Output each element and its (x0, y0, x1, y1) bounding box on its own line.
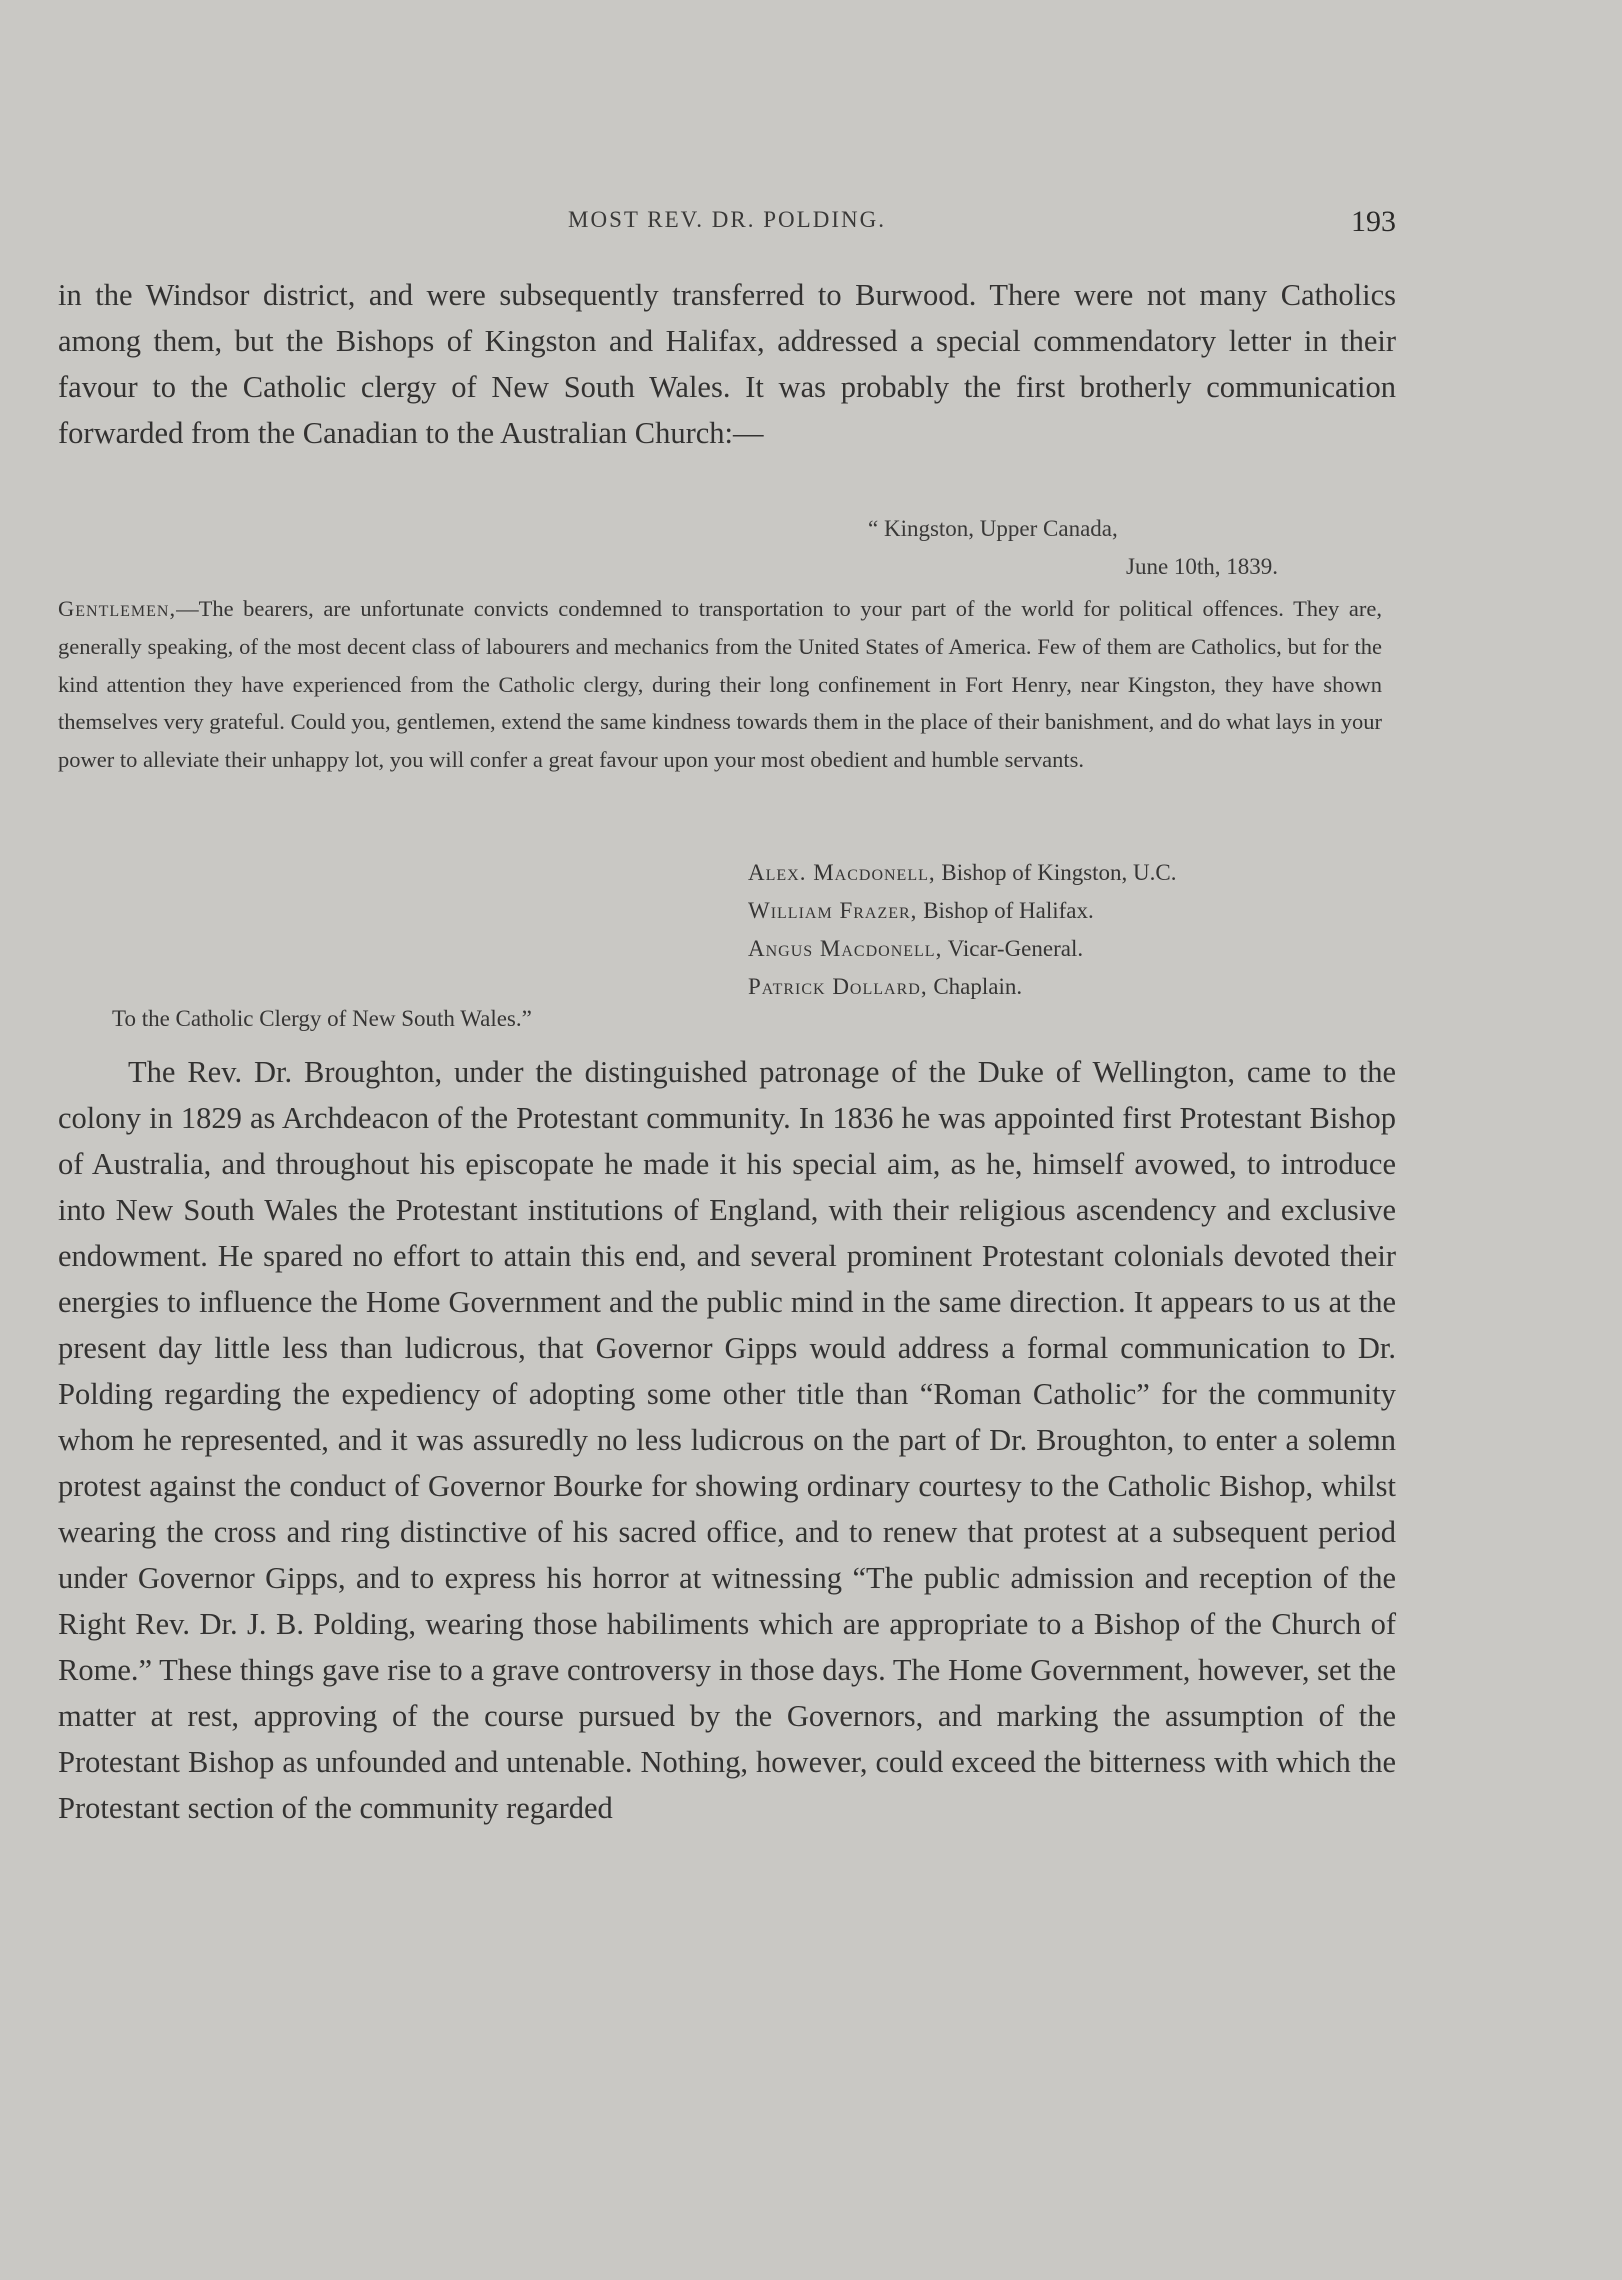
signatory-name: Angus Macdonell, (748, 936, 943, 961)
signatory (748, 898, 1094, 924)
signatory-title: Bishop of Halifax. (917, 898, 1094, 923)
letter-date: June 10th, 1839. (1126, 554, 1279, 579)
paragraph-1: in the Windsor district, and were subsequently transferred to Burwood. There were not many Catholics among them, but the Bishops of Kingston and Halifax, addressed a special commendatory letter in their favour to the Catholic clergy of New South Wales. It was probably the first brotherly communication forwarded from the Canadian to the Australian Church:— (58, 278, 1396, 450)
signatory-title: Bishop of Kingston, U.C. (935, 860, 1177, 885)
signatory (748, 860, 1177, 886)
signatory-title: Vicar-General. (942, 936, 1084, 961)
signatory-name: Alex. Macdonell, (748, 860, 936, 885)
letter-salutation: Gentlemen, (58, 596, 177, 621)
paragraph-2: The Rev. Dr. Broughton, under the distinguished patronage of the Duke of Wellington, came to the colony in 1829 as Archdeacon of the Protestant community. In 1836 he was appointed first Protestant Bishop of Australia, and throughout his episcopate he made it his special aim, as he, himself avowed, to introduce into New South Wales the Protestant institutions of England, with their religious ascendency and exclusive endowment. He spared no effort to attain this end, and several prominent Protestant colonials devoted their energies to influence the Home Government and the public mind in the same direction. It appears to us at the present day little less than ludicrous, that Governor Gipps would address a formal communication to Dr. Polding regarding the expediency of adopting some other title than “Roman Catholic” for the community whom he represented, and it was assuredly no less ludicrous on the part of Dr. Broughton, to enter a solemn protest against the conduct of Governor Bourke for showing ordinary courtesy to the Catholic Bishop, whilst wearing the cross and ring distinctive of his sacred office, and to renew that protest at a subsequent period under Governor Gipps, and to express his horror at witnessing “The public admission and reception of the Right Rev. Dr. J. B. Polding, wearing those habiliments which are appropriate to a Bishop of the Church of Rome.” These things gave rise to a grave controversy in those days. The Home Government, however, set the matter at rest, approving of the course pursued by the Governors, and marking the assumption of the Protestant Bishop as unfounded and untenable. Nothing, however, could exceed the bitterness with which the Protestant section of the community regarded (58, 1055, 1396, 1825)
page-number: 193 (1351, 205, 1396, 238)
letter-address: To the Catholic Clergy of New South Wales.” (112, 1006, 532, 1031)
letter-place: “ Kingston, Upper Canada, (868, 516, 1118, 541)
signatory-name: Patrick Dollard, (748, 974, 928, 999)
page-header (58, 205, 1396, 239)
signatory-name: William Frazer, (748, 898, 918, 923)
letter-body (58, 590, 1382, 779)
letter-text: —The bearers, are unfortunate convicts condemned to transportation to your part of the world for political offences. They are, generally speaking, of the most decent class of labourers and mechanics from the United States of America. Few of them are Catholics, but for the kind attention they have experienced from the Catholic clergy, during their long confinement in Fort Henry, near Kingston, they have shown themselves very grateful. Could you, gentlemen, extend the same kindness towards them in the place of their banishment, and do what lays in your power to alleviate their unhappy lot, you will confer a great favour upon your most obedient and humble servants. (58, 596, 1382, 773)
signatory-title: Chaplain. (927, 974, 1023, 999)
signatory (748, 936, 1083, 962)
signatory (748, 974, 1022, 1000)
running-title: MOST REV. DR. POLDING. (568, 207, 886, 232)
